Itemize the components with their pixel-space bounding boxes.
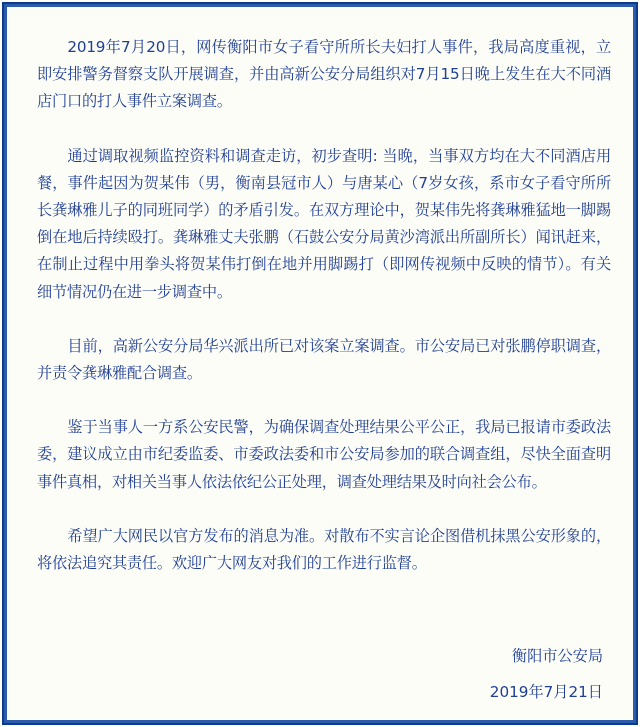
paragraph-investigation-findings: 通过调取视频监控资料和调查走访，初步查明: 当晚，当事双方均在大不同酒店用餐，事件起因为贺某伟（男，衡南县冠市人）与唐某心（7岁女孩，系市女子看守所所长龚琳雅儿子的同班同学）的矛盾引发。在双方理论中，贺某伟先将龚琳雅猛地一脚踢倒在地后持续殴打。龚琳雅丈夫张鹏（石鼓公安分局黄沙湾派出所副所长）闻讯赶来，在制止过程中用拳头将贺某伟打倒在地并用脚踢打（即网传视频中反映的情节）。有关细节情况仍在进一步调查中。	[37, 146, 611, 301]
paragraph-joint-investigation: 鉴于当事人一方系公安民警，为确保调查处理结果公平公正，我局已报请市委政法委，建议成立由市纪委监委、市委政法委和市公安局参加的联合调查组，尽快全面查明事件真相，对相关当事人依法依纪公正处理，调查处理结果及时向社会公布。	[37, 418, 611, 491]
signature-organization: 衡阳市公安局	[511, 646, 603, 665]
notice-frame	[2, 2, 638, 725]
paragraph-current-actions: 目前，高新公安分局华兴派出所已对该案立案调查。市公安局已对张鹏停职调查，并责令龚琳雅配合调查。	[37, 336, 611, 383]
paragraph-incident-report: 2019年7月20日，网传衡阳市女子看守所所长夫妇打人事件，我局高度重视，立即安排警务督察支队开展调查，并由高新公安分局组织对7月15日晚上发生在大不同酒店门口的打人事件立案调查。	[37, 38, 611, 111]
notice-content	[7, 7, 633, 720]
signature-block	[490, 643, 603, 706]
signature-date: 2019年7月21日	[489, 682, 603, 701]
notice-body	[7, 7, 633, 720]
paragraph-public-appeal: 希望广大网民以官方发布的消息为准。对散布不实言论企图借机抹黑公安形象的，将依法追究其责任。欢迎广大网友对我们的工作进行监督。	[37, 526, 611, 573]
